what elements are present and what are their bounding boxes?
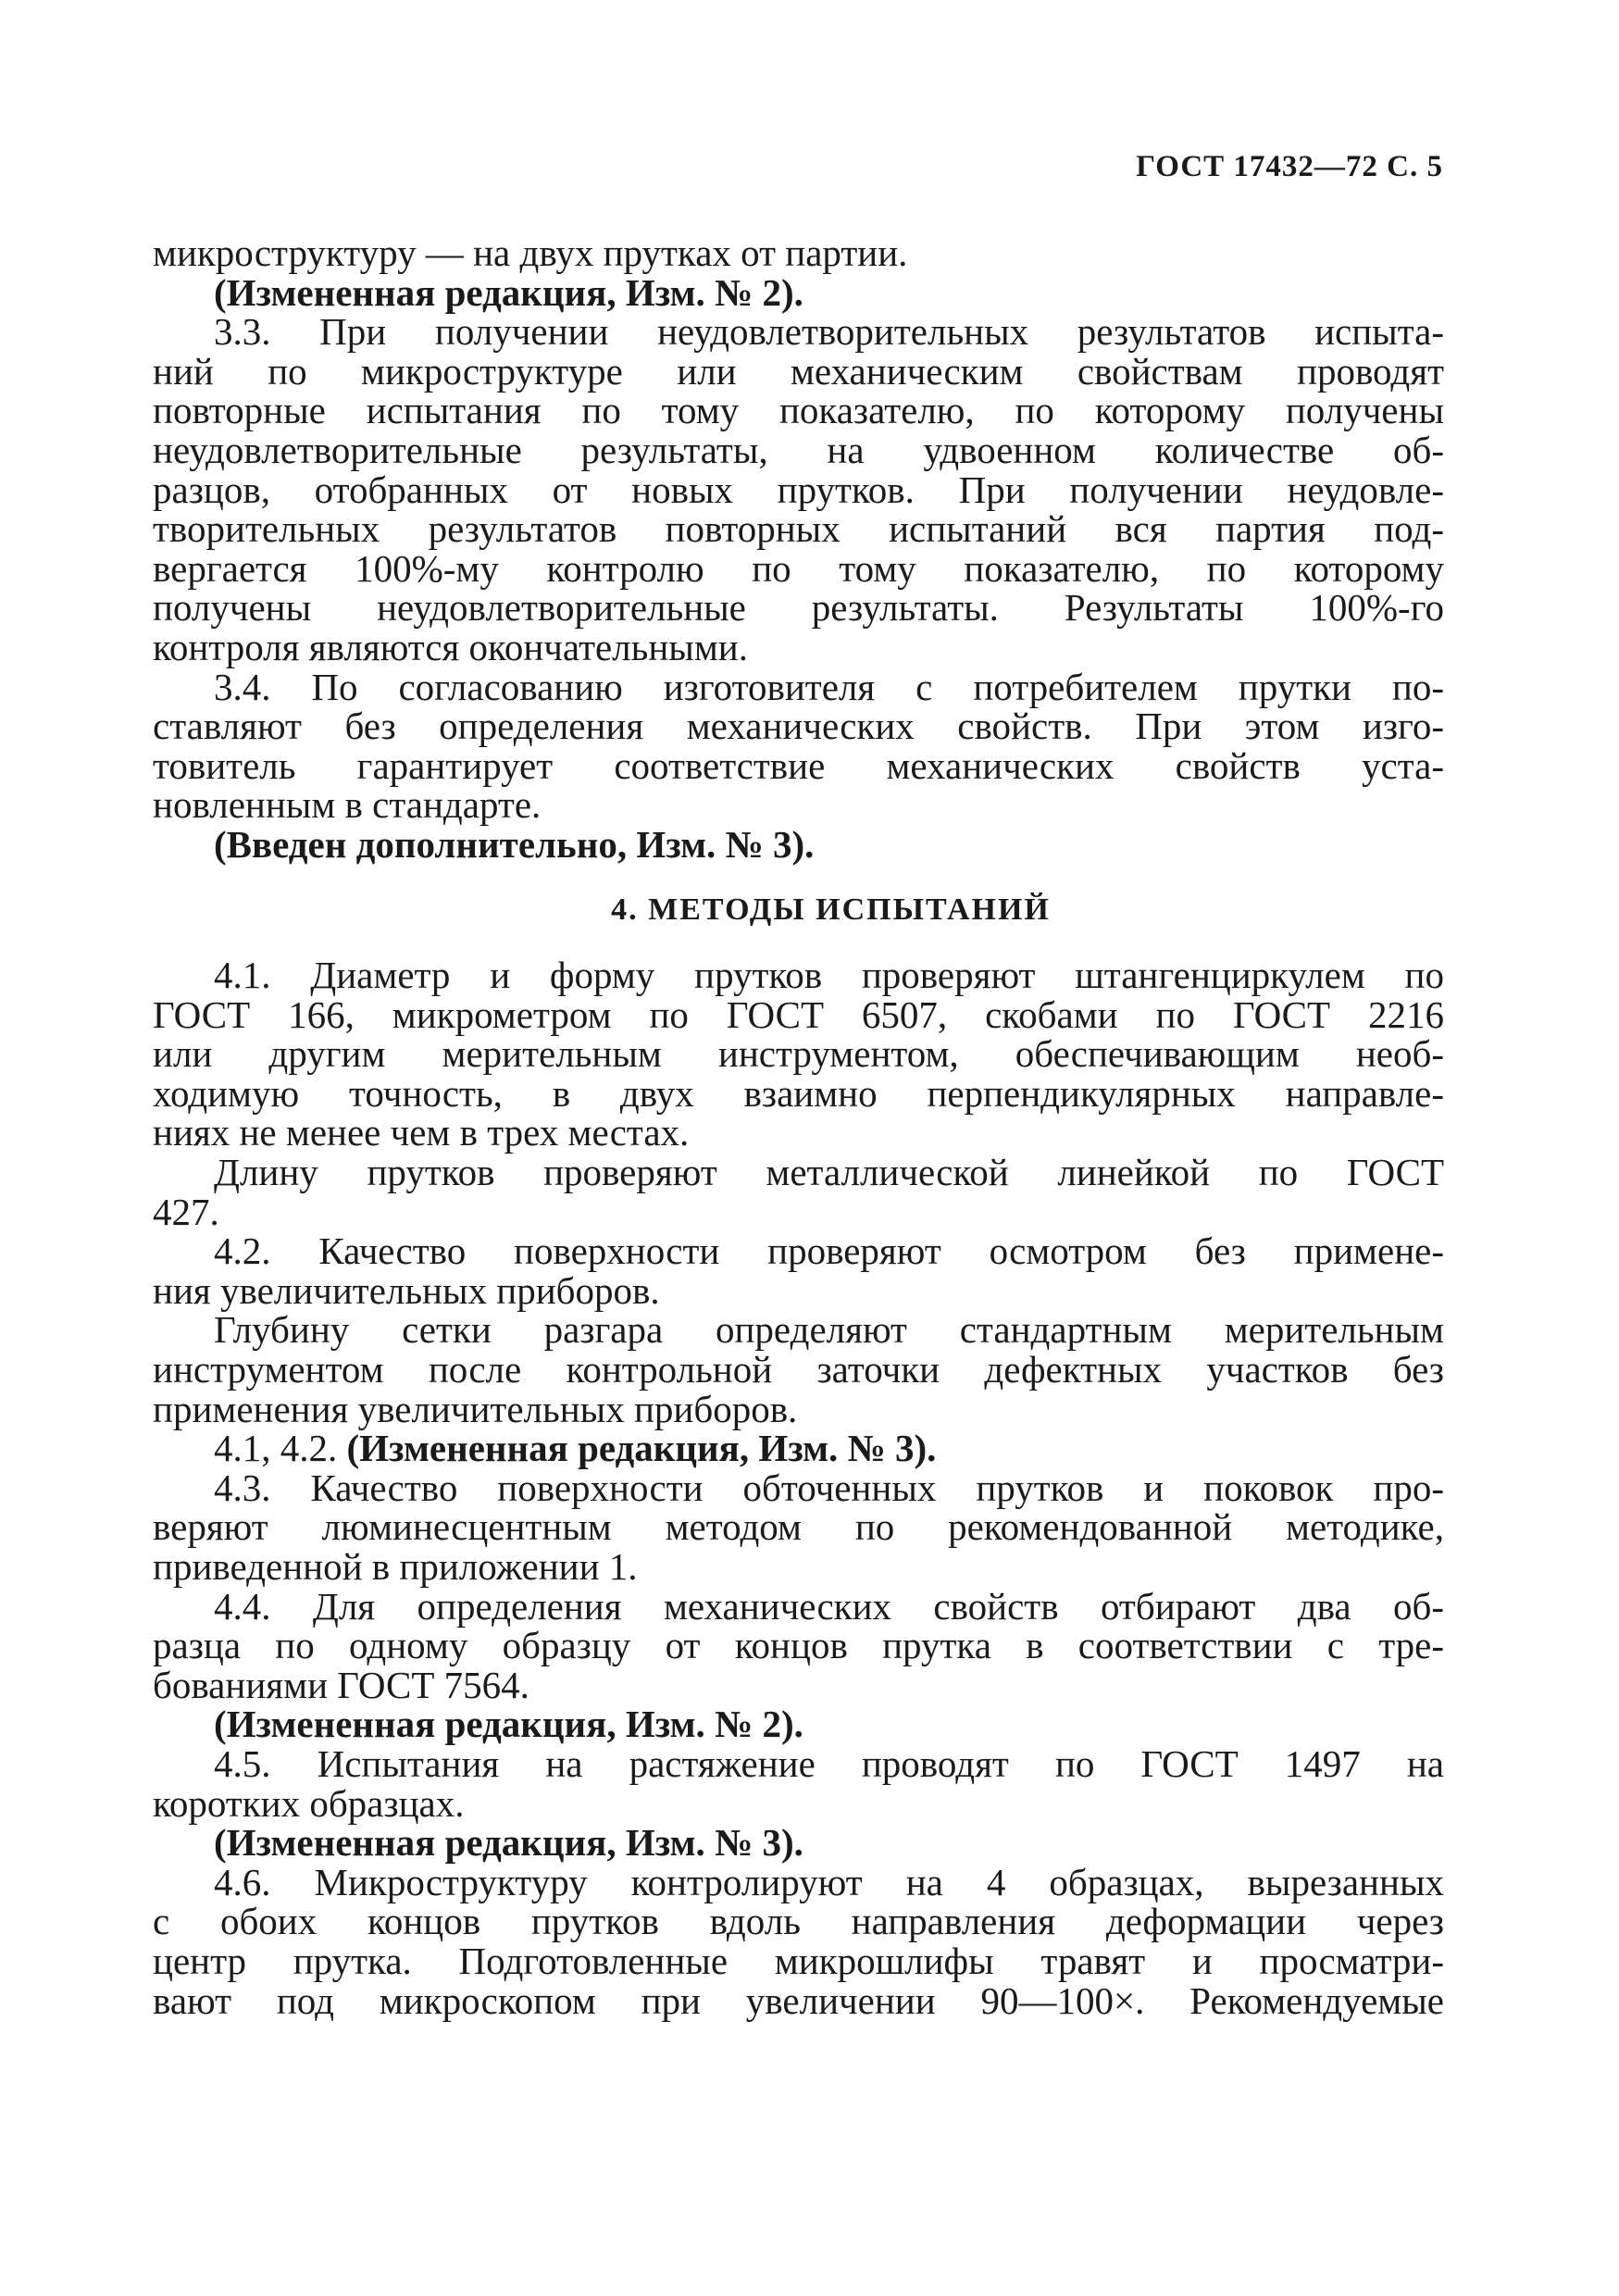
text-line-content: ния увеличительных приборов.	[153, 1268, 660, 1312]
section-3-continuation	[153, 233, 1444, 865]
text-line	[153, 1941, 1444, 1981]
text-line	[153, 470, 1444, 510]
text-line	[153, 1663, 1444, 1706]
text-line-content: (Введен дополнительно, Изм. № 3).	[214, 822, 815, 866]
text-line-content: 4.3. Качество поверхности обточенных прутков и поковок про-	[214, 1466, 1444, 1509]
text-line	[153, 1350, 1444, 1390]
text-line-content: неудовлетворительные результаты, на удвоенном количестве об-	[153, 428, 1444, 471]
text-line-content: контроля являются окончательными.	[153, 625, 748, 668]
text-line	[153, 785, 1444, 825]
text-line-content: разца по одному образцу от концов прутка в соответствии с тре-	[153, 1624, 1444, 1667]
text-line	[153, 1781, 1444, 1825]
text-line-content: 427.	[153, 1190, 219, 1233]
text-line	[153, 509, 1444, 549]
text-line-content: новленным в стандарте.	[153, 783, 542, 827]
text-line-content: (Измененная редакция, Изм. № 2).	[214, 270, 803, 314]
text-line	[153, 233, 1444, 273]
text-line	[153, 1429, 1444, 1468]
text-line-content: творительных результатов повторных испытаний вся партия под-	[153, 507, 1444, 551]
text-line-content: 4.2. Качество поверхности проверяют осмотром без примене-	[214, 1229, 1444, 1273]
text-line-content: ГОСТ 166, микрометром по ГОСТ 6507, скобами по ГОСТ 2216	[153, 992, 1444, 1036]
text-line	[153, 1507, 1444, 1547]
text-line	[153, 743, 1444, 787]
text-line	[153, 1626, 1444, 1666]
text-line-content: ний по микроструктуре или механическим свойствам проводят	[153, 349, 1444, 393]
text-line	[153, 1741, 1444, 1785]
section-title: 4. МЕТОДЫ ИСПЫТАНИЙ	[611, 892, 1051, 927]
text-line	[153, 1310, 1444, 1350]
text-line	[153, 1387, 1444, 1430]
text-line-content: с обоих концов прутков вдоль направления деформации через	[153, 1900, 1444, 1943]
text-line-content: (Измененная редакция, Изм. № 2).	[214, 1703, 803, 1746]
text-line	[153, 1034, 1444, 1074]
text-line	[153, 992, 1444, 1036]
text-line-content: ходимую точность, в двух взаимно перпендикулярных направле-	[153, 1071, 1444, 1115]
text-line-content: ставляют без определения механических свойств. При этом изго-	[153, 705, 1444, 748]
text-line	[153, 1902, 1444, 1941]
text-line-content: 4.1, 4.2.	[214, 1427, 347, 1470]
text-line-content: 3.4. По согласованию изготовителя с потребителем прутки по-	[214, 665, 1444, 708]
text-line-content: инструментом после контрольной заточки дефектных участков без	[153, 1348, 1444, 1391]
text-line	[153, 1231, 1444, 1271]
text-line-content: ниях не менее чем в трех местах.	[153, 1111, 690, 1154]
text-line-content: 4.1. Диаметр и форму прутков проверяют штангенциркулем по	[214, 954, 1444, 997]
text-line-content: бованиями ГОСТ 7564.	[153, 1663, 529, 1706]
text-line	[153, 822, 1444, 866]
text-line-content: Длину прутков проверяют металлической линейкой по ГОСТ	[214, 1151, 1444, 1194]
text-line-content: микроструктуру — на двух прутках от партии.	[153, 231, 908, 274]
page-body	[153, 233, 1444, 2020]
text-line-content: Глубину сетки разгара определяют стандартным мерительным	[214, 1308, 1444, 1352]
text-line	[153, 270, 1444, 314]
text-line-content: 4.5. Испытания на растяжение проводят по ГОСТ 1497 на	[214, 1741, 1444, 1785]
text-line	[153, 1268, 1444, 1312]
text-line	[153, 546, 1444, 590]
text-line	[153, 1468, 1444, 1508]
text-line	[153, 1584, 1444, 1628]
text-line-content: 3.3. При получении неудовлетворительных результатов испыта-	[214, 310, 1444, 354]
text-line	[153, 312, 1444, 352]
text-line-content: 4.4. Для определения механических свойств отбирают два об-	[214, 1584, 1444, 1628]
text-line	[153, 1153, 1444, 1192]
text-line-content: (Измененная редакция, Изм. № 3).	[214, 1821, 803, 1865]
text-line	[153, 625, 1444, 668]
text-line-content: или другим мерительным инструментом, обеспечивающим необ-	[153, 1032, 1444, 1076]
text-line-content: повторные испытания по тому показателю, по которому получены	[153, 389, 1444, 432]
text-line	[153, 1978, 1444, 2022]
text-line	[153, 1113, 1444, 1153]
section-4-body	[153, 955, 1444, 2020]
text-line-content: приведенной в приложении 1.	[153, 1545, 638, 1588]
text-line	[153, 430, 1444, 470]
text-line	[153, 1071, 1444, 1115]
text-line	[153, 665, 1444, 708]
text-line-content: коротких образцах.	[153, 1781, 465, 1825]
text-line	[153, 955, 1444, 995]
text-line	[153, 1704, 1444, 1744]
text-line	[153, 1823, 1444, 1863]
text-line	[153, 1547, 1444, 1587]
text-line-content: разцов, отобранных от новых прутков. При получении неудовле-	[153, 468, 1444, 511]
text-line-content: получены неудовлетворительные результаты. Результаты 100%-го	[153, 586, 1444, 630]
text-line-content: вергается 100%-му контролю по тому показателю, по которому	[153, 546, 1444, 590]
text-line	[153, 1860, 1444, 1903]
text-line-content: центр прутка. Подготовленные микрошлифы травят и просматри-	[153, 1939, 1444, 1982]
text-line	[153, 1192, 1444, 1232]
text-line	[153, 349, 1444, 393]
text-line-content: 4.6. Микроструктуру контролируют на 4 образцах, вырезанных	[214, 1860, 1444, 1903]
text-line	[153, 391, 1444, 430]
text-line-content: веряют люминесцентным методом по рекомендованной методике,	[153, 1505, 1444, 1549]
text-line	[153, 588, 1444, 628]
text-line-content: товитель гарантирует соответствие механических свойств уста-	[153, 743, 1444, 787]
text-line-content: применения увеличительных приборов.	[153, 1387, 798, 1430]
text-line	[153, 706, 1444, 746]
amendment-note: (Измененная редакция, Изм. № 3).	[346, 1427, 937, 1470]
text-line-content: вают под микроскопом при увеличении 90—100×. Рекомендуемые	[153, 1978, 1444, 2022]
running-header: ГОСТ 17432—72 С. 5	[1136, 150, 1443, 183]
